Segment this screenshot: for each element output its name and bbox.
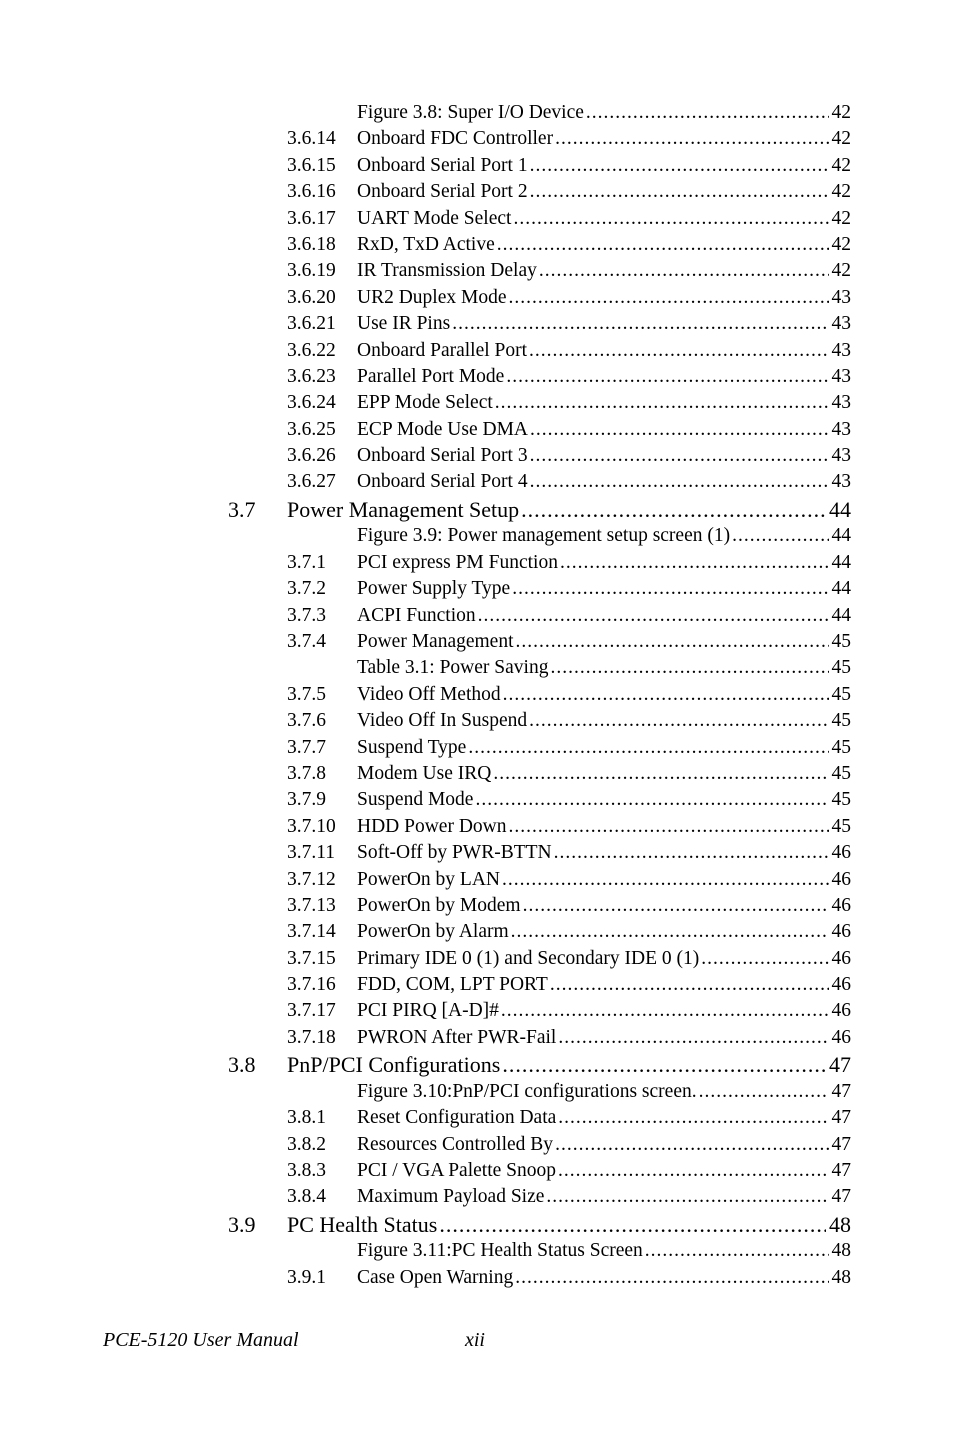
toc-entry-number: 3.7.3 xyxy=(287,604,326,626)
toc-entry-title: Onboard Serial Port 3 xyxy=(357,445,528,467)
dot-leader xyxy=(550,972,829,998)
toc-entry-number: 3.7.1 xyxy=(287,551,326,573)
toc-entry-page: 44 xyxy=(831,604,851,626)
toc-entry-page: 48 xyxy=(831,1240,851,1262)
toc-entry-number: 3.6.23 xyxy=(287,365,336,387)
toc-entry-title: PCI / VGA Palette Snoop xyxy=(357,1160,556,1182)
dot-leader xyxy=(509,285,829,311)
toc-entry[interactable] xyxy=(0,787,954,813)
toc-entry-number: 3.6.22 xyxy=(287,339,336,361)
toc-entry-number: 3.7.8 xyxy=(287,762,326,784)
dot-leader xyxy=(468,735,828,761)
toc-entry-body xyxy=(357,1184,851,1210)
toc-entry-number: 3.7.12 xyxy=(287,868,336,890)
toc-entry-number: 3.9 xyxy=(228,1211,256,1237)
dot-leader xyxy=(560,550,829,576)
toc-entry-page: 48 xyxy=(831,1266,851,1288)
toc-entry[interactable] xyxy=(0,840,954,866)
toc-entry-number: 3.7.7 xyxy=(287,736,326,758)
toc-entry[interactable] xyxy=(0,1025,954,1051)
toc-entry-title: HDD Power Down xyxy=(357,815,507,837)
toc-entry-title: Power Supply Type xyxy=(357,578,511,600)
toc-entry-title: PCI express PM Function xyxy=(357,551,558,573)
toc-entry-body xyxy=(357,840,851,866)
toc-entry-title: Primary IDE 0 (1) and Secondary IDE 0 (1) xyxy=(357,947,700,969)
toc-entry[interactable] xyxy=(0,1238,954,1264)
toc-entry-title: PC Health Status xyxy=(287,1211,438,1237)
toc-entry-page: 46 xyxy=(831,868,851,890)
toc-entry-body xyxy=(357,1105,851,1131)
toc-entry-title: Case Open Warning xyxy=(357,1266,514,1288)
dot-leader xyxy=(530,417,829,443)
toc-entry-body xyxy=(357,946,851,972)
dot-leader xyxy=(546,1184,828,1210)
toc-entry-page: 43 xyxy=(831,313,851,335)
toc-entry-number: 3.9.1 xyxy=(287,1266,326,1288)
toc-entry-body xyxy=(357,206,851,232)
dot-leader xyxy=(555,126,828,152)
toc-entry[interactable] xyxy=(0,496,954,524)
toc-entry-page: 42 xyxy=(831,128,851,150)
toc-entry-page: 42 xyxy=(831,207,851,229)
footer-manual-name: PCE-5120 User Manual xyxy=(103,1329,299,1351)
toc-entry-title: Power Management xyxy=(357,631,514,653)
toc-entry-body xyxy=(357,443,851,469)
toc-entry[interactable] xyxy=(0,603,954,629)
toc-entry-body xyxy=(357,682,851,708)
toc-entry[interactable] xyxy=(0,311,954,337)
toc-entry-body xyxy=(357,655,851,681)
dot-leader xyxy=(502,1051,826,1078)
toc-entry-title: PowerOn by Alarm xyxy=(357,921,509,943)
toc-entry-title: Suspend Mode xyxy=(357,789,474,811)
dot-leader xyxy=(701,946,828,972)
toc-entry-body xyxy=(357,258,851,284)
toc-entry-title: PWRON After PWR-Fail xyxy=(357,1026,557,1048)
toc-entry-title: Onboard Serial Port 1 xyxy=(357,154,528,176)
toc-entry-body xyxy=(357,998,851,1024)
toc-entry-page: 43 xyxy=(831,339,851,361)
toc-entry-body xyxy=(357,100,851,126)
toc-entry-title: Use IR Pins xyxy=(357,313,451,335)
toc-entry-body xyxy=(357,867,851,893)
toc-entry-number: 3.8 xyxy=(228,1052,256,1078)
toc-entry-body xyxy=(357,1238,851,1264)
dot-leader xyxy=(699,1079,829,1105)
dot-leader xyxy=(530,443,829,469)
toc-entry-title: Onboard Serial Port 4 xyxy=(357,471,528,493)
toc-entry-page: 45 xyxy=(831,815,851,837)
toc-entry[interactable] xyxy=(0,972,954,998)
toc-entry-title: Onboard FDC Controller xyxy=(357,128,554,150)
toc-entry-body xyxy=(357,1079,851,1105)
toc-entry-number: 3.8.3 xyxy=(287,1160,326,1182)
toc-entry-title: IR Transmission Delay xyxy=(357,260,537,282)
toc-entry-page: 42 xyxy=(831,102,851,123)
toc-entry-title: RxD, TxD Active xyxy=(357,233,495,255)
toc-entry-title: PnP/PCI Configurations xyxy=(287,1052,501,1078)
toc-entry[interactable] xyxy=(0,338,954,364)
toc-entry-body xyxy=(357,311,851,337)
toc-entry-number: 3.7.5 xyxy=(287,683,326,705)
toc-entry-page: 47 xyxy=(831,1186,851,1208)
toc-entry-page: 43 xyxy=(831,445,851,467)
dot-leader xyxy=(439,1211,826,1238)
toc-entry-page: 47 xyxy=(831,1133,851,1155)
toc-entry[interactable] xyxy=(0,179,954,205)
toc-entry-number: 3.7.15 xyxy=(287,947,336,969)
toc-entry-body xyxy=(357,1025,851,1051)
toc-entry-body xyxy=(357,390,851,416)
footer-page-number: xii xyxy=(465,1329,485,1351)
toc-entry-title: Suspend Type xyxy=(357,736,467,758)
toc-entry-body xyxy=(287,1051,851,1078)
dot-leader xyxy=(530,469,829,495)
toc-entry-page: 44 xyxy=(831,525,851,547)
toc-entry-page: 45 xyxy=(831,762,851,784)
dot-leader xyxy=(506,364,828,390)
toc-entry-number: 3.7.4 xyxy=(287,631,326,653)
toc-entry-number: 3.6.27 xyxy=(287,471,336,493)
dot-leader xyxy=(503,682,829,708)
toc-entry[interactable] xyxy=(0,258,954,284)
toc-entry-page: 42 xyxy=(831,260,851,282)
dot-leader xyxy=(586,100,829,126)
dot-leader xyxy=(452,311,828,337)
toc-entry[interactable] xyxy=(0,153,954,179)
dot-leader xyxy=(530,179,829,205)
dot-leader xyxy=(555,1132,828,1158)
toc-entry-number: 3.8.1 xyxy=(287,1107,326,1129)
toc-entry[interactable] xyxy=(0,682,954,708)
toc-entry-title: FDD, COM, LPT PORT xyxy=(357,974,548,996)
toc-entry-title: Reset Configuration Data xyxy=(357,1107,557,1129)
toc-entry-body xyxy=(357,126,851,152)
dot-leader xyxy=(501,998,829,1024)
toc-entry-title: ACPI Function xyxy=(357,604,476,626)
toc-entry-body xyxy=(357,919,851,945)
toc-entry-number: 3.6.24 xyxy=(287,392,336,414)
toc-entry-page: 47 xyxy=(831,1160,851,1182)
toc-entry-title: UR2 Duplex Mode xyxy=(357,286,507,308)
toc-entry-page: 44 xyxy=(829,496,851,522)
toc-entry-number: 3.7.6 xyxy=(287,710,326,732)
toc-entry-body xyxy=(357,787,851,813)
toc-entry[interactable] xyxy=(0,1158,954,1184)
toc-entry[interactable] xyxy=(0,1079,954,1105)
toc-entry[interactable] xyxy=(0,390,954,416)
toc-entry-page: 43 xyxy=(831,471,851,493)
toc-entry-number: 3.6.25 xyxy=(287,418,336,440)
toc-entry[interactable] xyxy=(0,523,954,549)
toc-entry[interactable] xyxy=(0,867,954,893)
toc-entry[interactable] xyxy=(0,919,954,945)
dot-leader xyxy=(512,576,828,602)
toc-entry-number: 3.7.18 xyxy=(287,1026,336,1048)
dot-leader xyxy=(521,496,826,523)
toc-entry[interactable] xyxy=(0,814,954,840)
toc-entry-title: Video Off Method xyxy=(357,683,501,705)
toc-entry-page: 43 xyxy=(831,365,851,387)
toc-entry-page: 43 xyxy=(831,418,851,440)
toc-entry[interactable] xyxy=(0,1211,954,1239)
dot-leader xyxy=(558,1025,828,1051)
toc-entry-number: 3.6.15 xyxy=(287,154,336,176)
toc-entry[interactable] xyxy=(0,1051,954,1079)
toc-entry-page: 46 xyxy=(831,921,851,943)
toc-entry[interactable] xyxy=(0,946,954,972)
toc-entry[interactable] xyxy=(0,1184,954,1210)
toc-entry[interactable] xyxy=(0,100,954,126)
toc-entry-body xyxy=(357,285,851,311)
toc-entry-page: 46 xyxy=(831,974,851,996)
toc-entry-page: 46 xyxy=(831,894,851,916)
toc-entry-body xyxy=(357,735,851,761)
toc-entry-page: 47 xyxy=(831,1080,851,1102)
toc-entry-body xyxy=(357,708,851,734)
toc-entry-title: Maximum Payload Size xyxy=(357,1186,545,1208)
dot-leader xyxy=(530,153,829,179)
toc-entry[interactable] xyxy=(0,893,954,919)
toc-entry[interactable] xyxy=(0,469,954,495)
toc-entry-title: PowerOn by LAN xyxy=(357,868,500,890)
toc-entry-body xyxy=(357,603,851,629)
dot-leader xyxy=(539,258,829,284)
dot-leader xyxy=(529,708,828,734)
toc-entry-page: 48 xyxy=(829,1211,851,1237)
toc-entry-body xyxy=(357,972,851,998)
toc-entry-number: 3.7.11 xyxy=(287,842,336,864)
toc-entry-number: 3.8.2 xyxy=(287,1133,326,1155)
toc-entry-body xyxy=(357,179,851,205)
toc-entry-page: 45 xyxy=(831,789,851,811)
toc-entry[interactable] xyxy=(0,206,954,232)
toc-entry-page: 46 xyxy=(831,947,851,969)
toc-entry[interactable] xyxy=(0,1132,954,1158)
toc-entry-body xyxy=(357,893,851,919)
toc-entry[interactable] xyxy=(0,1265,954,1291)
toc-entry-body xyxy=(357,550,851,576)
toc-entry-page: 45 xyxy=(831,631,851,653)
toc-entry-number: 3.7.9 xyxy=(287,789,326,811)
toc-entry-number: 3.7.10 xyxy=(287,815,336,837)
dot-leader xyxy=(478,603,829,629)
toc-entry-title: Soft-Off by PWR-BTTN xyxy=(357,842,552,864)
dot-leader xyxy=(516,629,829,655)
toc-entry-number: 3.6.18 xyxy=(287,233,336,255)
toc-entry-page: 47 xyxy=(831,1107,851,1129)
toc-entry-page: 45 xyxy=(831,710,851,732)
toc-entry-body xyxy=(357,364,851,390)
toc-entry-title: Modem Use IRQ xyxy=(357,762,492,784)
dot-leader xyxy=(523,893,829,919)
toc-entry[interactable] xyxy=(0,126,954,152)
toc-entry-page: 42 xyxy=(831,154,851,176)
toc-entry-page: 44 xyxy=(831,551,851,573)
toc-entry-page: 46 xyxy=(831,842,851,864)
toc-entry-number: 3.6.26 xyxy=(287,445,336,467)
toc-entry-number: 3.7.16 xyxy=(287,974,336,996)
dot-leader xyxy=(502,867,829,893)
toc-entry-title: Figure 3.8: Super I/O Device xyxy=(357,102,584,123)
toc-entry-page: 45 xyxy=(831,683,851,705)
toc-entry-title: EPP Mode Select xyxy=(357,392,493,414)
toc-entry-body xyxy=(357,153,851,179)
dot-leader xyxy=(495,390,829,416)
toc-entry-body xyxy=(357,1158,851,1184)
dot-leader xyxy=(515,1265,828,1291)
dot-leader xyxy=(497,232,829,258)
dot-leader xyxy=(529,338,828,364)
toc-entry-title: Figure 3.11:PC Health Status Screen xyxy=(357,1240,643,1262)
toc-entry-number: 3.7.17 xyxy=(287,1000,336,1022)
dot-leader xyxy=(554,840,829,866)
toc-entry-number: 3.7.13 xyxy=(287,894,336,916)
toc-entry-body xyxy=(357,523,851,549)
toc-entry-number: 3.6.14 xyxy=(287,128,336,150)
toc-entry-title: Onboard Serial Port 2 xyxy=(357,181,528,203)
toc-entry-body xyxy=(357,338,851,364)
toc-entry-number: 3.7 xyxy=(228,496,256,522)
toc-entry-page: 47 xyxy=(829,1052,851,1078)
toc-entry[interactable] xyxy=(0,576,954,602)
dot-leader xyxy=(511,919,829,945)
toc-entry-page: 46 xyxy=(831,1026,851,1048)
dot-leader xyxy=(493,761,828,787)
toc-entry-body xyxy=(357,814,851,840)
table-of-contents xyxy=(0,100,954,1291)
dot-leader xyxy=(513,206,828,232)
toc-entry-title: UART Mode Select xyxy=(357,207,512,229)
toc-entry-body xyxy=(357,576,851,602)
dot-leader xyxy=(550,655,828,681)
toc-entry-title: Parallel Port Mode xyxy=(357,365,505,387)
toc-entry[interactable] xyxy=(0,655,954,681)
toc-entry-page: 43 xyxy=(831,286,851,308)
toc-entry[interactable] xyxy=(0,998,954,1024)
toc-entry-number: 3.7.14 xyxy=(287,921,336,943)
toc-entry-page: 46 xyxy=(831,1000,851,1022)
toc-entry-number: 3.7.2 xyxy=(287,578,326,600)
toc-entry-body xyxy=(357,417,851,443)
toc-entry-number: 3.6.19 xyxy=(287,260,336,282)
toc-entry-body xyxy=(357,761,851,787)
dot-leader xyxy=(509,814,829,840)
toc-entry-page: 42 xyxy=(831,181,851,203)
toc-entry[interactable] xyxy=(0,550,954,576)
toc-entry-title: Onboard Parallel Port xyxy=(357,339,528,361)
toc-entry[interactable] xyxy=(0,761,954,787)
toc-entry[interactable] xyxy=(0,364,954,390)
toc-entry-title: Power Management Setup xyxy=(287,496,520,522)
toc-entry-title: Figure 3.9: Power management setup screen (1) xyxy=(357,525,731,547)
toc-entry-body xyxy=(357,629,851,655)
toc-entry[interactable] xyxy=(0,629,954,655)
toc-entry-title: Figure 3.10:PnP/PCI configurations screen. xyxy=(357,1080,697,1102)
toc-entry-title: Resources Controlled By xyxy=(357,1133,554,1155)
toc-entry-title: PCI PIRQ [A-D]# xyxy=(357,1000,499,1022)
toc-entry[interactable] xyxy=(0,285,954,311)
toc-entry[interactable] xyxy=(0,1105,954,1131)
toc-entry[interactable] xyxy=(0,232,954,258)
toc-entry-body xyxy=(357,232,851,258)
toc-entry-body xyxy=(287,496,851,523)
toc-entry-title: ECP Mode Use DMA xyxy=(357,418,528,440)
dot-leader xyxy=(558,1105,828,1131)
dot-leader xyxy=(732,523,828,549)
dot-leader xyxy=(645,1238,829,1264)
toc-entry[interactable] xyxy=(0,443,954,469)
toc-entry-body xyxy=(287,1211,851,1238)
toc-entry-body xyxy=(357,1132,851,1158)
toc-entry-title: Video Off In Suspend xyxy=(357,710,528,732)
toc-entry-title: Table 3.1: Power Saving xyxy=(357,657,549,679)
toc-entry-body xyxy=(357,469,851,495)
dot-leader xyxy=(558,1158,829,1184)
toc-entry-page: 44 xyxy=(831,578,851,600)
toc-entry-page: 45 xyxy=(831,657,851,679)
toc-entry[interactable] xyxy=(0,417,954,443)
toc-entry-number: 3.6.20 xyxy=(287,286,336,308)
toc-entry-number: 3.6.16 xyxy=(287,181,336,203)
toc-entry-page: 42 xyxy=(831,233,851,255)
toc-entry[interactable] xyxy=(0,735,954,761)
toc-entry[interactable] xyxy=(0,708,954,734)
toc-entry-number: 3.8.4 xyxy=(287,1186,326,1208)
toc-entry-number: 3.6.17 xyxy=(287,207,336,229)
toc-entry-title: PowerOn by Modem xyxy=(357,894,521,916)
toc-entry-number: 3.6.21 xyxy=(287,313,336,335)
toc-entry-page: 45 xyxy=(831,736,851,758)
toc-entry-body xyxy=(357,1265,851,1291)
dot-leader xyxy=(475,787,828,813)
toc-entry-page: 43 xyxy=(831,392,851,414)
